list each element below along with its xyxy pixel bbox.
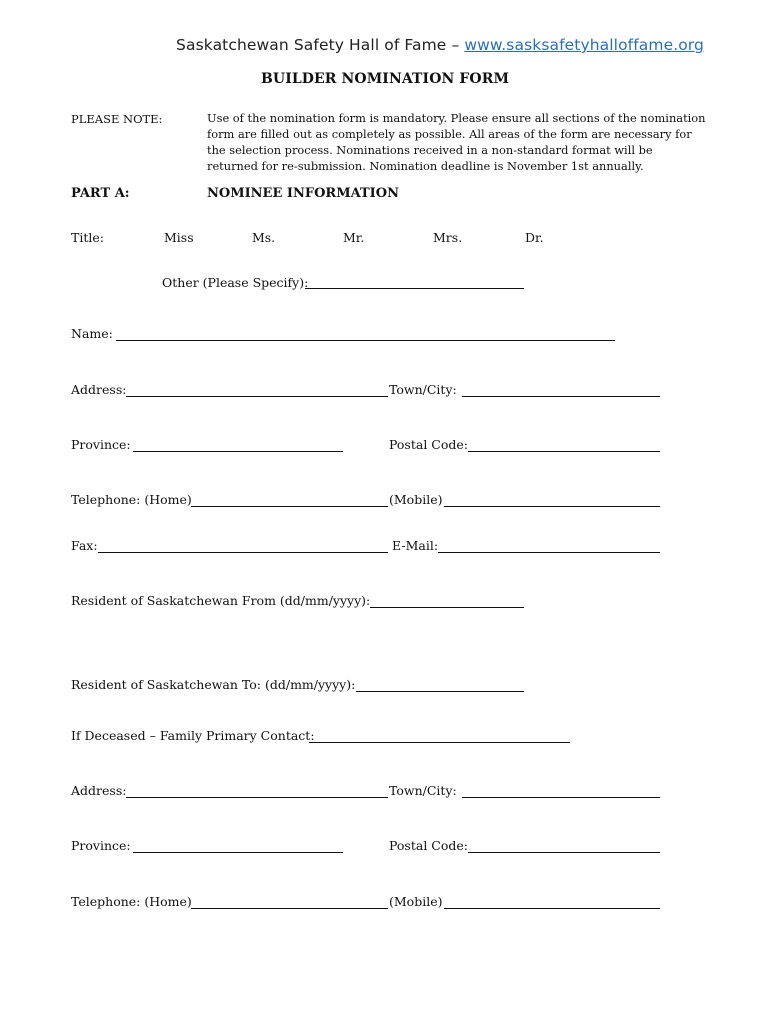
note-text: Use of the nomination form is mandatory. Please ensure all sections of the nomination form are filled out as completely as possible. All areas of the form are necessary for the selection process. Nominations received in a non-standard format will be returned for re-submission. Nomination deadline is November 1st annually. bbox=[207, 111, 706, 173]
postal-code-input[interactable] bbox=[468, 451, 660, 452]
postal-code-label: Postal Code: bbox=[389, 437, 468, 452]
telephone-home-input[interactable] bbox=[191, 506, 388, 507]
fax-input[interactable] bbox=[98, 552, 388, 553]
title-option-mrs[interactable]: Mrs. bbox=[433, 230, 463, 245]
contact-telephone-home-label: Telephone: (Home) bbox=[71, 894, 192, 909]
contact-town-city-label: Town/City: bbox=[389, 783, 457, 798]
email-label: E-Mail: bbox=[392, 538, 439, 553]
contact-town-city-input[interactable] bbox=[462, 797, 660, 798]
town-city-label: Town/City: bbox=[389, 382, 457, 397]
contact-telephone-home-input[interactable] bbox=[191, 908, 388, 909]
other-title-label: Other (Please Specify): bbox=[162, 275, 309, 290]
contact-address-input[interactable] bbox=[126, 797, 388, 798]
resident-to-input[interactable] bbox=[356, 691, 524, 692]
resident-to-label: Resident of Saskatchewan To: (dd/mm/yyyy): bbox=[71, 677, 356, 692]
address-input[interactable] bbox=[126, 396, 388, 397]
contact-address-label: Address: bbox=[71, 783, 127, 798]
contact-province-input[interactable] bbox=[133, 852, 343, 853]
part-a-label: PART A: bbox=[71, 186, 130, 201]
contact-mobile-input[interactable] bbox=[444, 908, 660, 909]
name-input[interactable] bbox=[116, 340, 615, 341]
deceased-contact-input[interactable] bbox=[309, 742, 570, 743]
mobile-label: (Mobile) bbox=[389, 492, 443, 507]
address-label: Address: bbox=[71, 382, 127, 397]
organization-name: Saskatchewan Safety Hall of Fame – bbox=[176, 36, 460, 54]
telephone-home-label: Telephone: (Home) bbox=[71, 492, 192, 507]
title-label: Title: bbox=[71, 230, 104, 245]
province-input[interactable] bbox=[133, 451, 343, 452]
email-input[interactable] bbox=[438, 552, 660, 553]
contact-postal-code-input[interactable] bbox=[468, 852, 660, 853]
resident-from-label: Resident of Saskatchewan From (dd/mm/yyyy): bbox=[71, 593, 371, 608]
page-header bbox=[0, 36, 770, 54]
other-title-input[interactable] bbox=[305, 288, 524, 289]
title-option-ms[interactable]: Ms. bbox=[252, 230, 276, 245]
contact-mobile-label: (Mobile) bbox=[389, 894, 443, 909]
title-option-miss[interactable]: Miss bbox=[164, 230, 194, 245]
province-label: Province: bbox=[71, 437, 131, 452]
name-label: Name: bbox=[71, 326, 113, 341]
deceased-contact-label: If Deceased – Family Primary Contact: bbox=[71, 728, 315, 743]
mobile-input[interactable] bbox=[444, 506, 660, 507]
fax-label: Fax: bbox=[71, 538, 98, 553]
note-label: PLEASE NOTE: bbox=[71, 112, 163, 126]
part-a-title: NOMINEE INFORMATION bbox=[207, 186, 399, 201]
contact-province-label: Province: bbox=[71, 838, 131, 853]
form-title: BUILDER NOMINATION FORM bbox=[260, 71, 510, 87]
contact-postal-code-label: Postal Code: bbox=[389, 838, 468, 853]
resident-from-input[interactable] bbox=[370, 607, 524, 608]
town-city-input[interactable] bbox=[462, 396, 660, 397]
title-option-dr[interactable]: Dr. bbox=[525, 230, 544, 245]
title-option-mr[interactable]: Mr. bbox=[343, 230, 365, 245]
website-link[interactable]: www.sasksafetyhalloffame.org bbox=[464, 36, 704, 54]
